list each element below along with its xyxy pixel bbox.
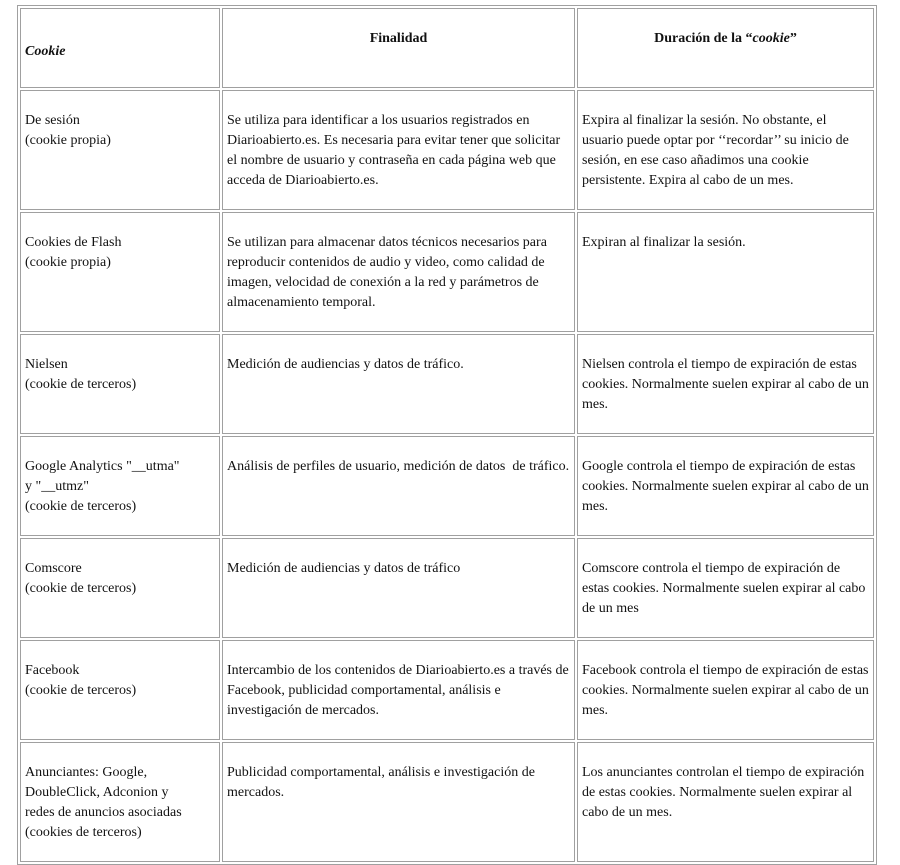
header-duracion-em: cookie xyxy=(752,31,790,46)
cookie-name-cell xyxy=(20,538,220,638)
header-cookie: Cookie xyxy=(20,8,220,88)
cookie-name: De sesión xyxy=(25,113,80,128)
cookie-name-cont: y "__utmz" xyxy=(25,479,89,494)
duracion-cell: Los anunciantes controlan el tiempo de expiración de estas cookies. Normalmente suelen expirar al cabo de un mes. xyxy=(577,742,874,862)
duracion-cell: Nielsen controla el tiempo de expiración de estas cookies. Normalmente suelen expirar al cabo de un mes. xyxy=(577,334,874,434)
finalidad-cell: Análisis de perfiles de usuario, medición de datos de tráfico. xyxy=(222,436,575,536)
finalidad-cell: Medición de audiencias y datos de tráfico. xyxy=(222,334,575,434)
cookie-name: Google Analytics "__utma" xyxy=(25,459,180,474)
finalidad-cell: Intercambio de los contenidos de Diarioabierto.es a través de Facebook, publicidad comportamental, análisis e investigación de mercados. xyxy=(222,640,575,740)
cookie-policy-page xyxy=(17,5,877,865)
cookie-owner: (cookies de terceros) xyxy=(25,825,142,840)
cookie-table xyxy=(17,5,877,865)
duracion-cell: Expiran al finalizar la sesión. xyxy=(577,212,874,332)
cookie-name-cont: DoubleClick, Adconion y xyxy=(25,785,169,800)
finalidad-cell: Publicidad comportamental, análisis e investigación de mercados. xyxy=(222,742,575,862)
cookie-name-cell xyxy=(20,640,220,740)
cookie-name-cell xyxy=(20,334,220,434)
finalidad-cell: Medición de audiencias y datos de tráfico xyxy=(222,538,575,638)
table-row xyxy=(20,640,874,740)
table-row xyxy=(20,212,874,332)
cookie-name: Facebook xyxy=(25,663,80,678)
cookie-name-cell xyxy=(20,436,220,536)
cookie-name-cell xyxy=(20,90,220,210)
cookie-name: Comscore xyxy=(25,561,82,576)
cookie-name: Cookies de Flash xyxy=(25,235,122,250)
header-duracion-prefix: Duración de la “ xyxy=(654,31,753,46)
header-duracion xyxy=(577,8,874,88)
header-finalidad: Finalidad xyxy=(222,8,575,88)
cookie-owner: (cookie de terceros) xyxy=(25,581,137,596)
table-row xyxy=(20,90,874,210)
cookie-name: Nielsen xyxy=(25,357,68,372)
cookie-owner: (cookie propia) xyxy=(25,133,111,148)
duracion-cell: Expira al finalizar la sesión. No obstante, el usuario puede optar por ‘‘recordar’’ su inicio de sesión, en ese caso añadimos una cookie persistente. Expira al cabo de un mes. xyxy=(577,90,874,210)
cookie-name-cont: redes de anuncios asociadas xyxy=(25,805,182,820)
finalidad-cell: Se utiliza para identificar a los usuarios registrados en Diarioabierto.es. Es necesaria para evitar tener que solicitar el nombre de usuario y contraseña en cada página web que acceda de Diarioabierto.es. xyxy=(222,90,575,210)
duracion-cell: Facebook controla el tiempo de expiración de estas cookies. Normalmente suelen expirar al cabo de un mes. xyxy=(577,640,874,740)
table-row xyxy=(20,538,874,638)
header-duracion-suffix: ” xyxy=(789,31,797,46)
duracion-cell: Comscore controla el tiempo de expiración de estas cookies. Normalmente suelen expirar al cabo de un mes xyxy=(577,538,874,638)
finalidad-cell: Se utilizan para almacenar datos técnicos necesarios para reproducir contenidos de audio y video, como calidad de imagen, velocidad de conexión a la red y parámetros de almacenamiento temporal. xyxy=(222,212,575,332)
table-header-row xyxy=(20,8,874,88)
cookie-owner: (cookie de terceros) xyxy=(25,499,137,514)
table-row xyxy=(20,742,874,862)
cookie-owner: (cookie de terceros) xyxy=(25,377,137,392)
table-row xyxy=(20,436,874,536)
cookie-name: Anunciantes: Google, xyxy=(25,765,148,780)
cookie-name-cell xyxy=(20,742,220,862)
cookie-name-cell xyxy=(20,212,220,332)
cookie-owner: (cookie propia) xyxy=(25,255,111,270)
cookie-owner: (cookie de terceros) xyxy=(25,683,137,698)
duracion-cell: Google controla el tiempo de expiración de estas cookies. Normalmente suelen expirar al cabo de un mes. xyxy=(577,436,874,536)
table-row xyxy=(20,334,874,434)
